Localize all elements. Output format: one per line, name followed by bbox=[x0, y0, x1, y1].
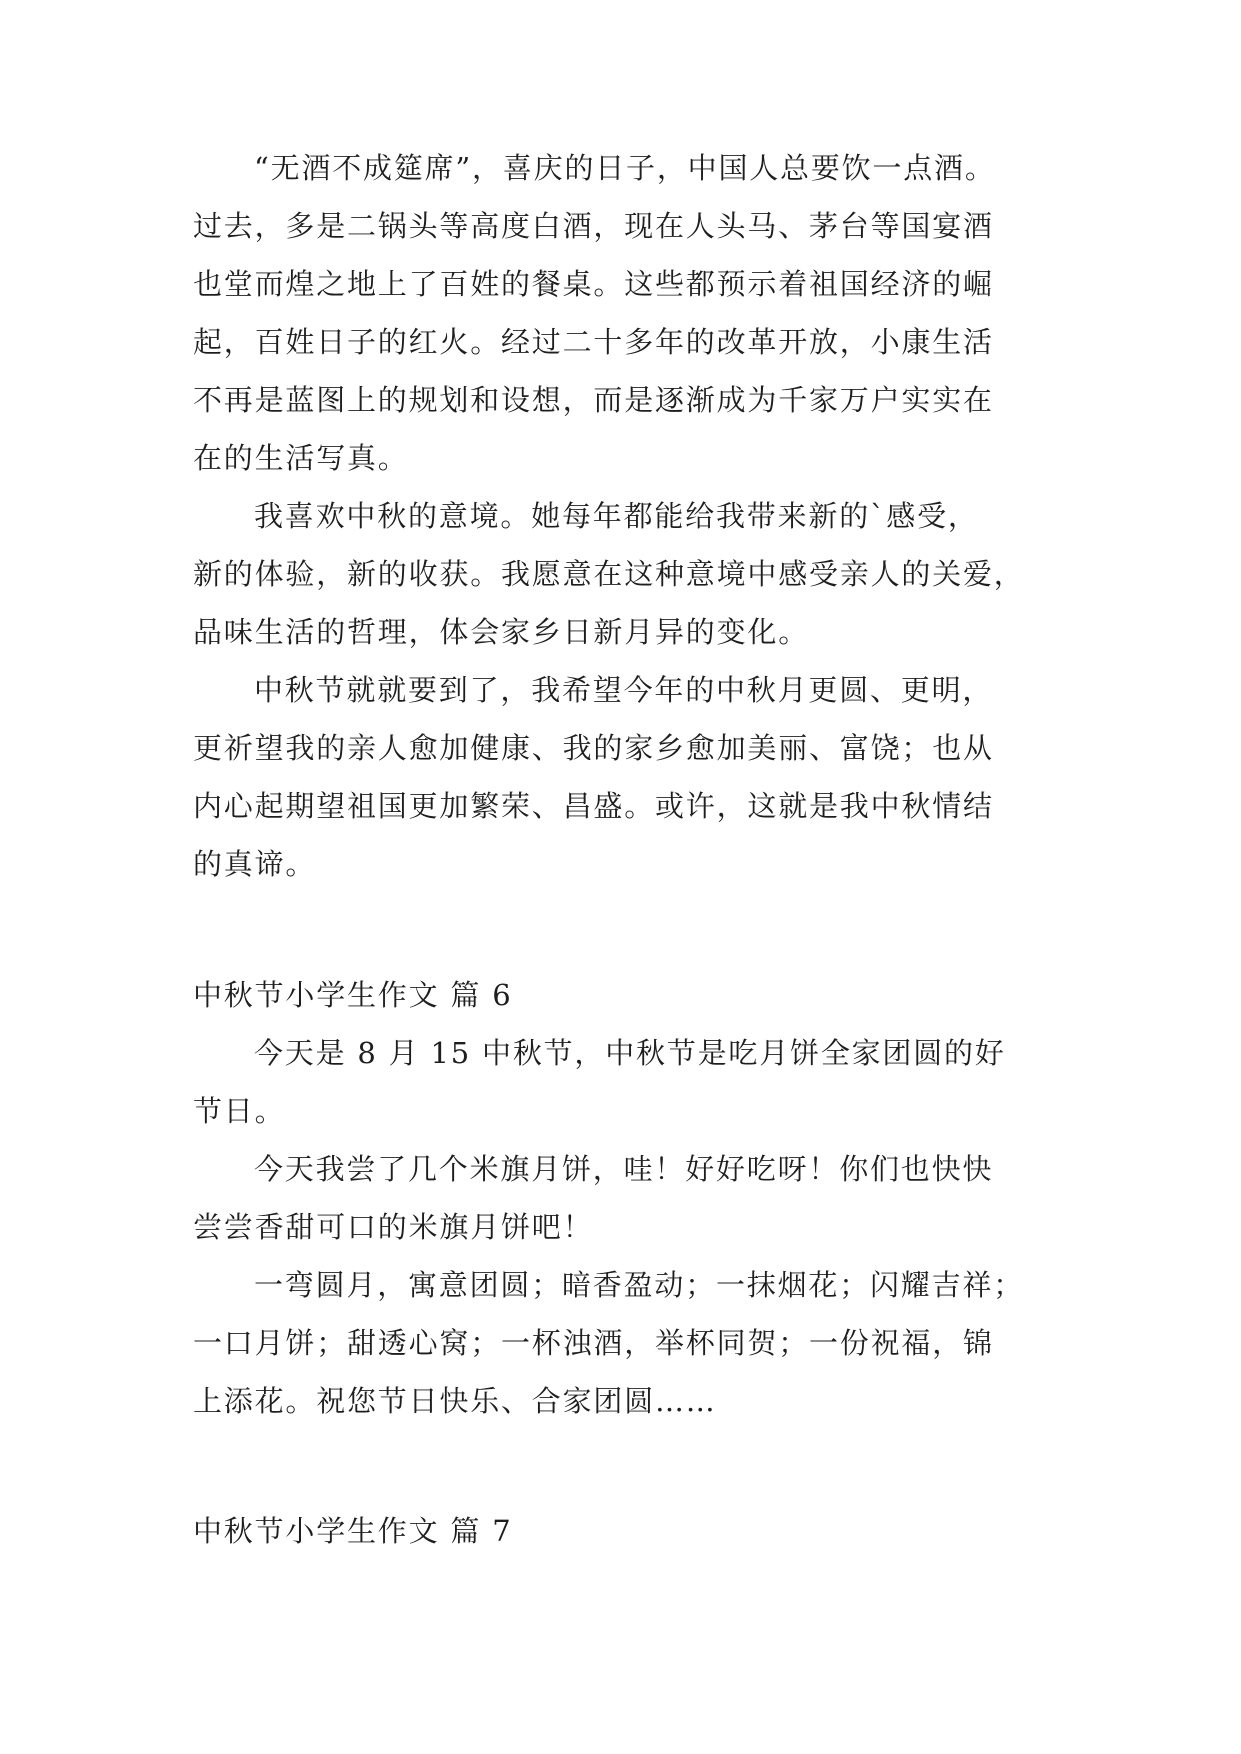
text-line: 在的生活写真。 bbox=[193, 441, 409, 475]
text-line: 的真谛。 bbox=[193, 847, 317, 881]
text-line: 内心起期望祖国更加繁荣、昌盛。或许，这就是我中秋情结 bbox=[193, 789, 994, 823]
text-line: 也堂而煌之地上了百姓的餐桌。这些都预示着祖国经济的崛 bbox=[193, 267, 994, 301]
text-line: 我喜欢中秋的意境。她每年都能给我带来新的`感受， bbox=[254, 499, 979, 533]
text-line: 尝尝香甜可口的米旗月饼吧！ bbox=[193, 1210, 594, 1244]
section-heading: 中秋节小学生作文 篇 7 bbox=[193, 1514, 513, 1548]
text-line: 一口月饼；甜透心窝；一杯浊酒，举杯同贺；一份祝福，锦 bbox=[193, 1326, 994, 1360]
text-line: 不再是蓝图上的规划和设想，而是逐渐成为千家万户实实在 bbox=[193, 383, 994, 417]
text-line: 上添花。祝您节日快乐、合家团圆…… bbox=[193, 1384, 717, 1418]
text-line: 今天我尝了几个米旗月饼，哇！好好吃呀！你们也快快 bbox=[254, 1152, 994, 1186]
section-heading: 中秋节小学生作文 篇 6 bbox=[193, 978, 513, 1012]
text-line: 今天是 8 月 15 中秋节，中秋节是吃月饼全家团圆的好 bbox=[254, 1036, 1006, 1070]
text-line: “无酒不成筵席”，喜庆的日子，中国人总要饮一点酒。 bbox=[254, 151, 996, 185]
text-line: 一弯圆月，寓意团圆；暗香盈动；一抹烟花；闪耀吉祥； bbox=[254, 1268, 1025, 1302]
text-line: 新的体验，新的收获。我愿意在这种意境中感受亲人的关爱， bbox=[193, 557, 1025, 591]
text-line: 中秋节就就要到了，我希望今年的中秋月更圆、更明， bbox=[254, 673, 994, 707]
text-line: 节日。 bbox=[193, 1094, 286, 1128]
text-line: 更祈望我的亲人愈加健康、我的家乡愈加美丽、富饶；也从 bbox=[193, 731, 994, 765]
text-line: 品味生活的哲理，体会家乡日新月异的变化。 bbox=[193, 615, 810, 649]
text-line: 过去，多是二锅头等高度白酒，现在人头马、茅台等国宴酒 bbox=[193, 209, 994, 243]
text-line: 起，百姓日子的红火。经过二十多年的改革开放，小康生活 bbox=[193, 325, 994, 359]
